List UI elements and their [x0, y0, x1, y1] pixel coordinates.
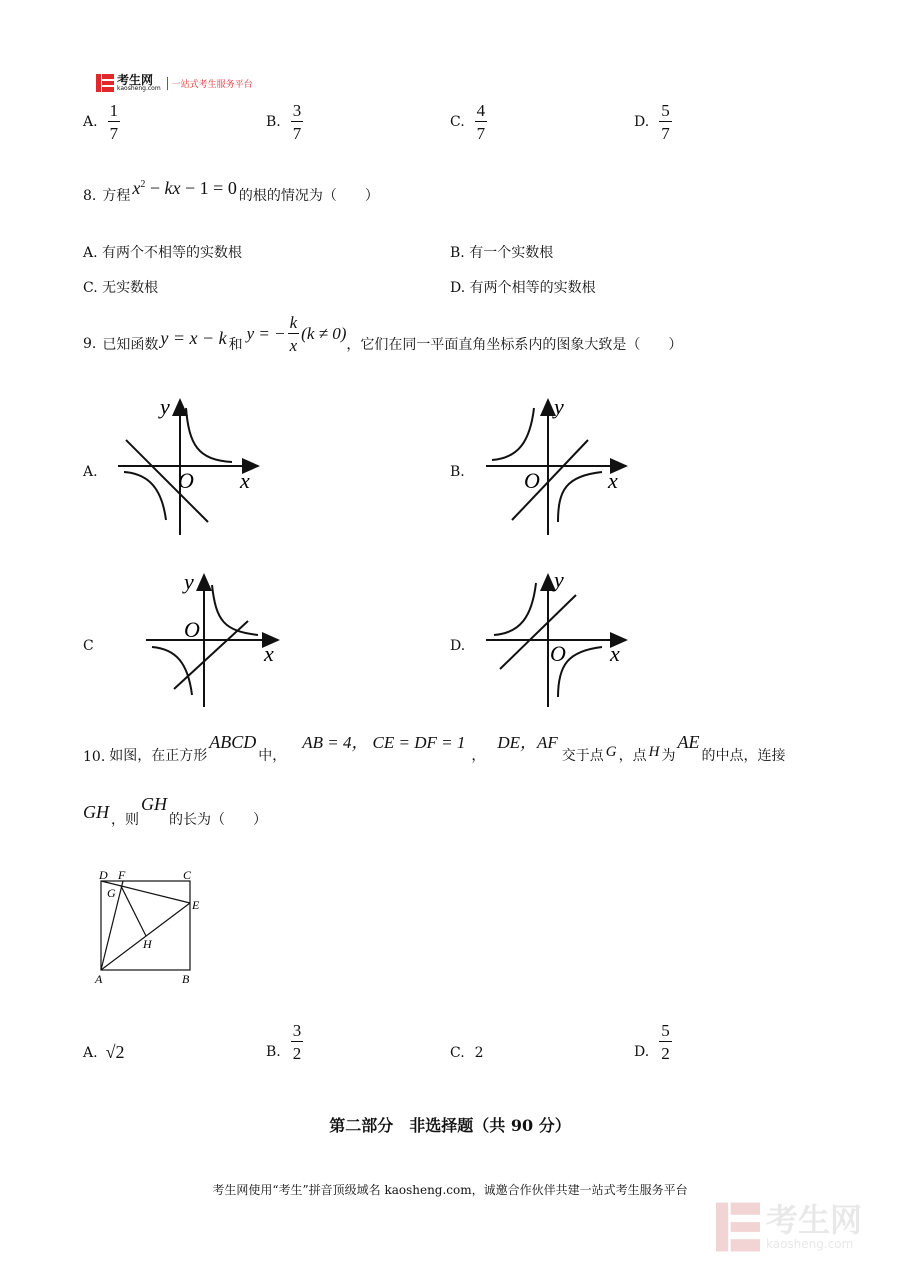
x-label: x — [240, 468, 250, 493]
x-label: x — [610, 641, 620, 666]
footer-text: 考生网使用“考生”拼音顶级域名 kaosheng.com，诚邀合作伙伴共建一站式考生服务平台 — [212, 1183, 688, 1197]
q9-graph-b — [478, 390, 638, 540]
q8-stem: 8. 方程 $x^2$ − kx − 1 = 0 的根的情况为（ ） — [83, 178, 379, 204]
label-h: H — [143, 937, 152, 951]
header-logo — [96, 72, 253, 94]
origin-label: O — [184, 617, 200, 642]
q10-option-d: D. $\frac{5}{2}$ — [634, 1021, 670, 1063]
q10-option-a: A. √2 — [83, 1042, 125, 1062]
logo-domain: kaosheng.com — [117, 85, 161, 92]
y-label: y — [184, 569, 194, 594]
q7-option-c-fraction: $\frac{4}{7}$ — [476, 101, 486, 143]
q7-option-c: C. $\frac{4}{7}$ — [450, 101, 486, 143]
q9-option-c-label: C — [83, 638, 94, 654]
label-a: A — [95, 972, 103, 986]
watermark-logo — [716, 1202, 862, 1252]
hyperbola-upper — [492, 408, 534, 460]
kaosheng-logo-icon — [96, 74, 114, 92]
watermark-icon — [716, 1202, 760, 1252]
origin-label: O — [524, 468, 540, 493]
q9-option-d-label: D. — [450, 638, 466, 654]
line — [126, 440, 208, 522]
q9-graph-d — [478, 565, 638, 710]
q10-stem-line1: 10. 如图，在正方形 ABCD 中， AB = 4， CE = DF = 1 ， DE，AF 交于点 G ，点 H 为 AE 的中点，连接 — [83, 732, 786, 765]
q8-option-a: A. 有两个不相等的实数根 — [83, 245, 243, 261]
q10-option-c: C. 2 — [450, 1045, 484, 1061]
q8-option-d: D. 有两个相等的实数根 — [450, 280, 596, 296]
label-f: F — [118, 868, 126, 882]
watermark-domain: kaosheng.com — [766, 1237, 854, 1251]
label-c: C — [183, 868, 192, 882]
q7-option-b: B. $\frac{3}{7}$ — [266, 101, 302, 143]
hyperbola-lower — [124, 472, 166, 520]
x-label: x — [608, 468, 618, 493]
hyperbola-upper — [186, 408, 232, 462]
q7-option-a-fraction: $\frac{1}{7}$ — [109, 101, 119, 143]
q9-func2: y = − $\frac{k}{x}$ (k ≠ 0) — [246, 313, 347, 355]
q7-option-d-fraction: $\frac{5}{7}$ — [661, 101, 670, 143]
x-label: x — [264, 641, 274, 666]
section-title: 第二部分 非选择题（共 90 分） — [329, 1116, 571, 1135]
hyperbola-lower — [152, 647, 192, 695]
logo-slogan: 一站式考生服务平台 — [167, 77, 253, 90]
hyperbola-upper — [494, 583, 536, 635]
watermark-name: 考生网 — [766, 1201, 863, 1239]
label-b: B — [182, 972, 190, 986]
q9-option-b-label: B. — [450, 464, 465, 480]
y-label: y — [554, 567, 564, 592]
y-label: y — [554, 394, 564, 419]
label-d: D — [99, 868, 108, 882]
segment-gh — [121, 886, 146, 936]
sqrt-two: √2 — [105, 1042, 125, 1062]
label-e: E — [192, 898, 200, 912]
q10-square-figure — [90, 864, 210, 990]
y-label: y — [160, 394, 170, 419]
q10-stem-line2: GH ，则 GH 的长为（ ） — [83, 794, 267, 828]
q9-graph-c — [140, 565, 290, 710]
q7-option-b-fraction: $\frac{3}{7}$ — [292, 101, 302, 143]
logo-name: 考生网 — [117, 73, 154, 87]
q9-option-a-label: A. — [83, 464, 98, 480]
q7-option-d: D. $\frac{5}{7}$ — [634, 101, 670, 143]
q9-stem: 9. 已知函数 y = x − k 和 y = − $\frac{k}{x}$ (k ≠ 0) ，它们在同一平面直角坐标系内的图象大致是（ ） — [83, 313, 683, 355]
q9-graph-a — [110, 390, 270, 540]
hyperbola-upper — [212, 585, 258, 635]
origin-label: O — [550, 641, 566, 666]
q7-option-a: A. $\frac{1}{7}$ — [83, 101, 119, 143]
q8-option-b: B. 有一个实数根 — [450, 245, 554, 261]
q10-option-b: B. $\frac{3}{2}$ — [266, 1021, 302, 1063]
label-g: G — [107, 886, 116, 900]
q9-func1: y = x − k — [160, 327, 227, 348]
q8-equation: $x^2$ − kx − 1 = 0 — [132, 178, 237, 198]
hyperbola-lower — [558, 472, 602, 522]
origin-label: O — [178, 468, 194, 493]
q8-option-c: C. 无实数根 — [83, 280, 159, 296]
